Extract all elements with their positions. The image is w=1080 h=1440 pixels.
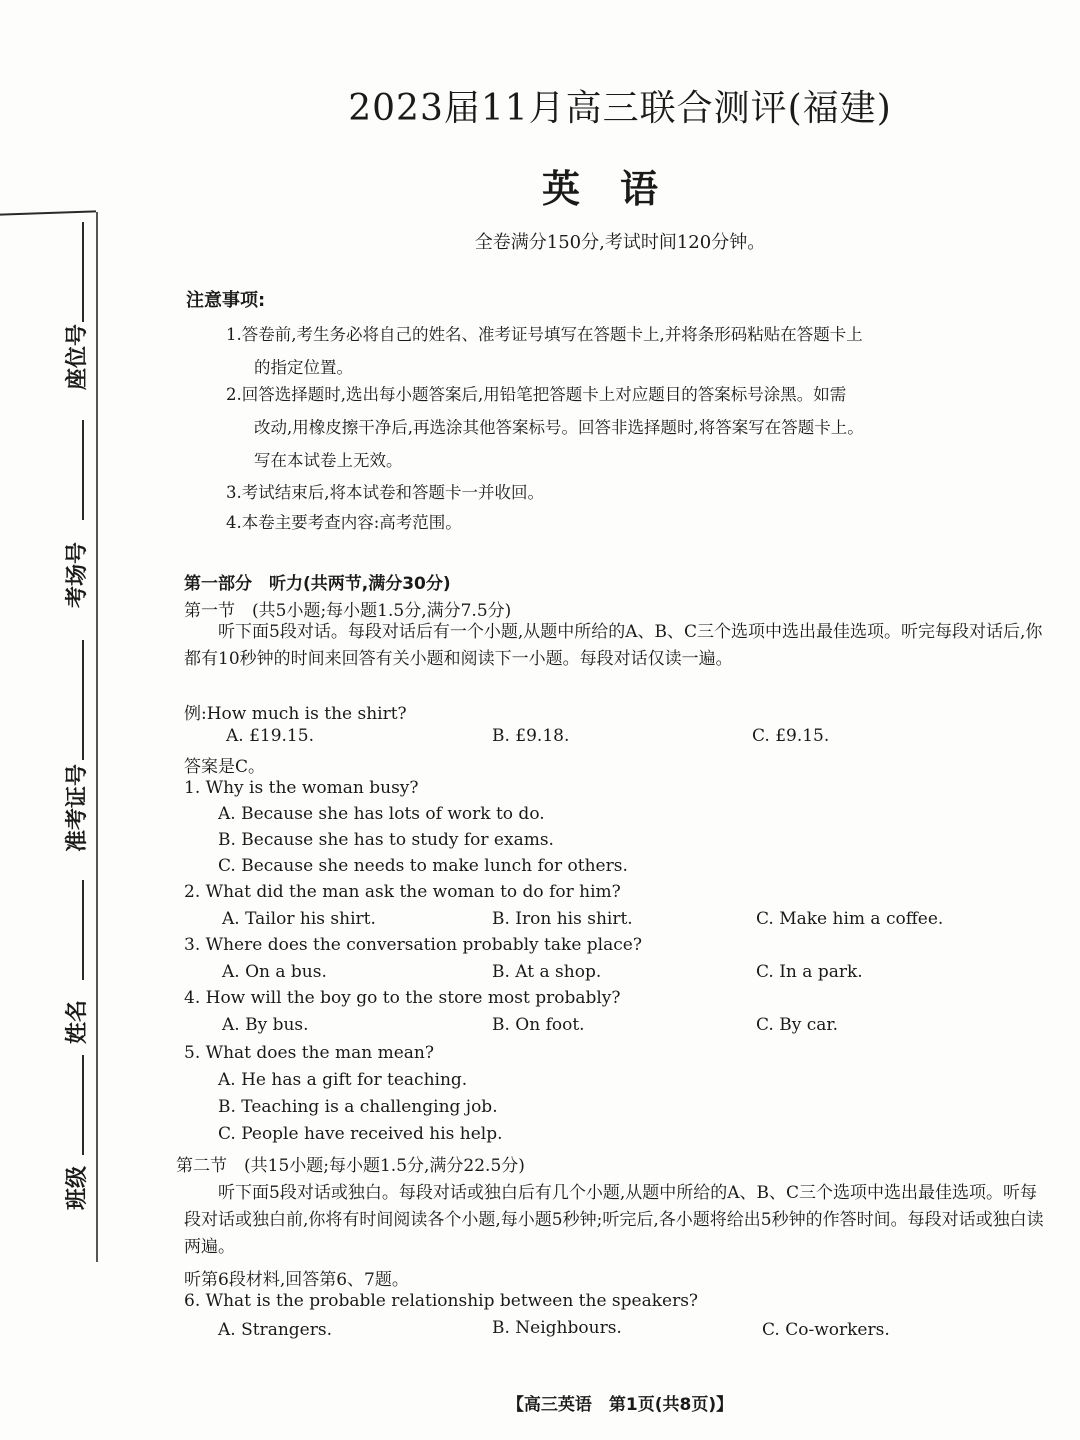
- question-1-option-b: B. Because she has to study for exams.: [218, 830, 554, 850]
- example-answer: 答案是C。: [184, 757, 266, 777]
- question-3-option-c: C. In a park.: [756, 962, 863, 982]
- section2-instructions: 听下面5段对话或独白。每段对话或独白后有几个小题,从题中所给的A、B、C三个选项中选出最佳选项。听每段对话或独白前,你将有时间阅读各个小题,每小题5秒钟;听完后,各小题将给出5秒钟的作答时间。每段对话或独白读两遍。: [184, 1183, 1044, 1257]
- field-label-room[interactable]: 考场号: [65, 541, 90, 608]
- field-line-room: [82, 420, 84, 520]
- example-option-a: A. £19.15.: [226, 726, 314, 746]
- question-3-option-a: A. On a bus.: [222, 962, 327, 982]
- question-1-option-c: C. Because she needs to make lunch for others.: [218, 856, 628, 876]
- question-5-option-b: B. Teaching is a challenging job.: [218, 1097, 498, 1117]
- field-label-seat[interactable]: 座位号: [65, 323, 90, 390]
- binding-top-line: [0, 210, 96, 215]
- example-option-c: C. £9.15.: [752, 726, 830, 746]
- question-5: 5. What does the man mean?: [184, 1043, 434, 1063]
- section2-heading: 第二节 (共15小题;每小题1.5分,满分22.5分): [176, 1156, 525, 1176]
- notice-item-2: 2.回答选择题时,选出每小题答案后,用铅笔把答题卡上对应题目的答案标号涂黑。如需 改动,用橡皮擦干净后,再选涂其他答案标号。回答非选择题时,将答案写在答题卡上。 写在本试卷上无效。: [226, 385, 864, 470]
- field-label-name[interactable]: 姓名: [65, 999, 90, 1044]
- field-label-id[interactable]: 准考证号: [65, 763, 90, 852]
- question-6-option-c: C. Co-workers.: [762, 1320, 890, 1340]
- field-line-name: [82, 880, 84, 980]
- page-footer: 【高三英语 第1页(共8页)】: [506, 1395, 734, 1415]
- question-1-option-a: A. Because she has lots of work to do.: [218, 804, 545, 824]
- question-4-option-a: A. By bus.: [222, 1015, 309, 1035]
- question-5-option-a: A. He has a gift for teaching.: [218, 1070, 468, 1090]
- part1-heading: 第一部分 听力(共两节,满分30分): [184, 574, 451, 594]
- material-6-heading: 听第6段材料,回答第6、7题。: [184, 1270, 409, 1290]
- question-4-option-b: B. On foot.: [492, 1015, 585, 1035]
- notice-item-4: 4.本卷主要考查内容:高考范围。: [226, 513, 462, 532]
- question-5-option-c: C. People have received his help.: [218, 1124, 503, 1144]
- section1-instructions: 听下面5段对话。每段对话后有一个小题,从题中所给的A、B、C三个选项中选出最佳选项。听完每段对话后,你都有10秒钟的时间来回答有关小题和阅读下一小题。每段对话仅读一遍。: [184, 622, 1043, 669]
- question-2-option-a: A. Tailor his shirt.: [222, 909, 376, 929]
- field-line-class: [82, 1055, 84, 1155]
- notice-item-3: 3.考试结束后,将本试卷和答题卡一并收回。: [226, 483, 544, 502]
- exam-meta: 全卷满分150分,考试时间120分钟。: [474, 232, 766, 253]
- subject-title: 英语: [541, 167, 698, 211]
- question-6-option-a: A. Strangers.: [218, 1320, 332, 1340]
- example-option-b: B. £9.18.: [492, 726, 570, 746]
- field-label-class[interactable]: 班级: [65, 1165, 90, 1210]
- section1-heading: 第一节 (共5小题;每小题1.5分,满分7.5分): [184, 601, 512, 621]
- question-3: 3. Where does the conversation probably take place?: [184, 935, 642, 955]
- question-4-option-c: C. By car.: [756, 1015, 839, 1035]
- question-6-option-b: B. Neighbours.: [492, 1318, 622, 1338]
- question-3-option-b: B. At a shop.: [492, 962, 602, 982]
- question-1: 1. Why is the woman busy?: [184, 778, 419, 798]
- question-2-option-c: C. Make him a coffee.: [756, 909, 944, 929]
- question-2-option-b: B. Iron his shirt.: [492, 909, 633, 929]
- notice-heading: 注意事项:: [186, 290, 266, 311]
- notice-item-1: 1.答卷前,考生务必将自己的姓名、准考证号填写在答题卡上,并将条形码粘贴在答题卡上 的指定位置。: [226, 325, 863, 377]
- question-2: 2. What did the man ask the woman to do for him?: [184, 882, 621, 902]
- question-4: 4. How will the boy go to the store most probably?: [184, 988, 621, 1008]
- field-line-seat: [82, 222, 84, 322]
- question-6: 6. What is the probable relationship between the speakers?: [184, 1291, 699, 1311]
- field-line-id: [82, 640, 84, 760]
- exam-title: 2023届11月高三联合测评(福建): [348, 88, 892, 129]
- example-question: 例:How much is the shirt?: [184, 704, 407, 724]
